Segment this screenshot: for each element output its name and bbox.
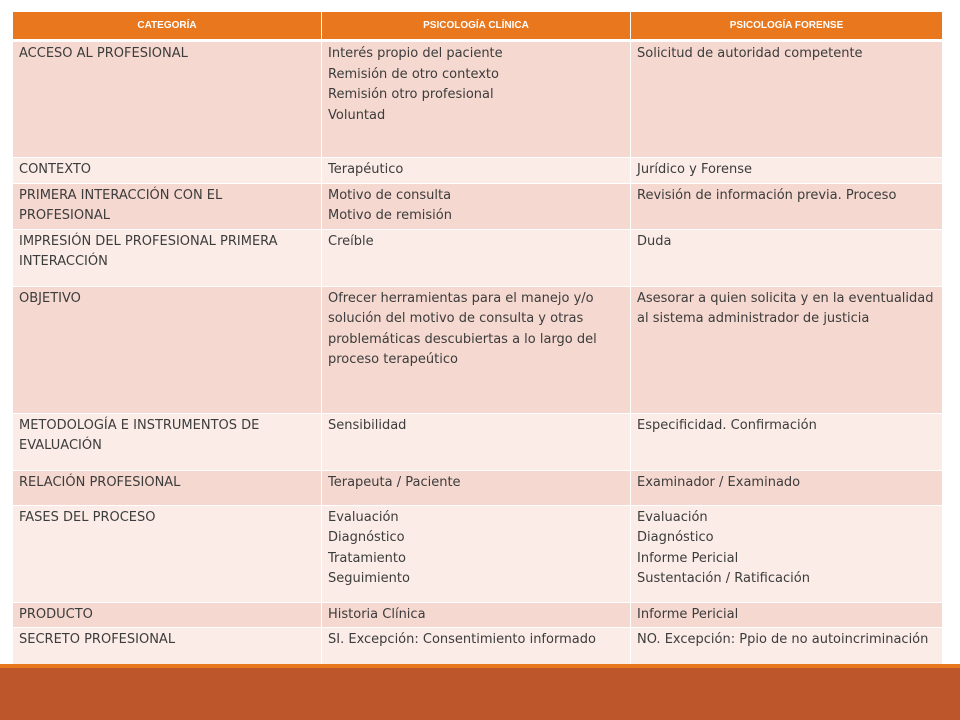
cell-line: Ofrecer herramientas para el manejo y/o solución del motivo de consulta y otras problemáticas descubiertas a lo largo del proceso terapeútico bbox=[328, 290, 597, 367]
category-cell bbox=[13, 229, 322, 286]
forensic-cell bbox=[631, 229, 943, 286]
clinical-cell bbox=[322, 183, 631, 229]
cell-line: Creíble bbox=[328, 233, 374, 249]
cell-line: SI. Excepción: Consentimiento informado bbox=[328, 632, 596, 647]
cell-line: NO. Excepción: Ppio de no autoincriminación bbox=[637, 632, 929, 647]
cell-line: PRODUCTO bbox=[19, 606, 93, 622]
forensic-cell bbox=[631, 158, 943, 184]
clinical-cell bbox=[322, 505, 631, 602]
cell-line: Terapeuta / Paciente bbox=[328, 474, 461, 490]
cell-line: Voluntad bbox=[328, 107, 386, 123]
clinical-cell bbox=[322, 602, 631, 628]
clinical-cell bbox=[322, 286, 631, 413]
forensic-cell bbox=[631, 505, 943, 602]
category-cell bbox=[13, 286, 322, 413]
table-row-relacion bbox=[13, 470, 943, 505]
table-row-primera-interaccion bbox=[13, 183, 943, 229]
clinical-cell bbox=[322, 158, 631, 184]
cell-line: Solicitud de autoridad competente bbox=[637, 46, 863, 61]
cell-line: Sensibilidad bbox=[328, 417, 407, 433]
clinical-cell bbox=[322, 41, 631, 158]
cell-line: Sustentación / Ratificación bbox=[637, 571, 810, 586]
table-row-objetivo bbox=[13, 286, 943, 413]
cell-line: Motivo de consulta bbox=[328, 187, 452, 203]
clinical-cell bbox=[322, 470, 631, 505]
comparison-table bbox=[12, 11, 943, 680]
table-row-impresion bbox=[13, 229, 943, 286]
cell-line: Evaluación bbox=[328, 509, 399, 525]
clinical-cell bbox=[322, 413, 631, 470]
cell-line: Remisión de otro contexto bbox=[328, 66, 499, 82]
category-cell bbox=[13, 470, 322, 505]
cell-line: Diagnóstico bbox=[328, 530, 405, 545]
forensic-cell bbox=[631, 41, 943, 158]
category-cell bbox=[13, 602, 322, 628]
cell-line: OBJETIVO bbox=[19, 290, 81, 306]
category-cell bbox=[13, 413, 322, 470]
footer-bar bbox=[0, 668, 960, 720]
cell-line: Tratamiento bbox=[328, 550, 406, 566]
cell-line: Interés propio del paciente bbox=[328, 46, 503, 61]
category-cell bbox=[13, 41, 322, 158]
header-psicologia-forense: PSICOLOGÍA FORENSE bbox=[631, 12, 943, 41]
table-header-row bbox=[13, 12, 943, 41]
cell-line: PRIMERA INTERACCIÓN CON EL PROFESIONAL bbox=[19, 187, 223, 223]
cell-line: Seguimiento bbox=[328, 571, 410, 586]
header-psicologia-clinica: PSICOLOGÍA CLÍNICA bbox=[322, 12, 631, 41]
cell-line: Historia Clínica bbox=[328, 606, 426, 622]
cell-line: Duda bbox=[637, 233, 672, 249]
cell-line: IMPRESIÓN DEL PROFESIONAL PRIMERA INTERACCIÓN bbox=[19, 233, 278, 269]
cell-line: Diagnóstico bbox=[637, 530, 714, 545]
cell-line: Jurídico y Forense bbox=[637, 162, 752, 177]
category-cell bbox=[13, 505, 322, 602]
cell-line: Remisión otro profesional bbox=[328, 87, 494, 102]
table-row-contexto bbox=[13, 158, 943, 184]
cell-line: Informe Pericial bbox=[637, 606, 739, 622]
forensic-cell bbox=[631, 183, 943, 229]
table-row-acceso bbox=[13, 41, 943, 158]
clinical-cell bbox=[322, 229, 631, 286]
cell-line: Evaluación bbox=[637, 509, 708, 525]
table-row-producto bbox=[13, 602, 943, 628]
header-categoria: CATEGORÍA bbox=[13, 12, 322, 41]
cell-line: Examinador / Examinado bbox=[637, 474, 801, 490]
cell-line: FASES DEL PROCESO bbox=[19, 509, 156, 525]
cell-line: Revisión de información previa. Proceso bbox=[637, 187, 897, 203]
cell-line: Terapéutico bbox=[328, 162, 404, 177]
forensic-cell bbox=[631, 413, 943, 470]
cell-line: SECRETO PROFESIONAL bbox=[19, 632, 176, 647]
forensic-cell bbox=[631, 602, 943, 628]
cell-line: Informe Pericial bbox=[637, 550, 739, 566]
table-row-metodologia bbox=[13, 413, 943, 470]
cell-line: METODOLOGÍA E INSTRUMENTOS DE EVALUACIÓN bbox=[19, 417, 260, 453]
table-row-fases bbox=[13, 505, 943, 602]
cell-line: Motivo de remisión bbox=[328, 208, 452, 223]
cell-line: Especificidad. Confirmación bbox=[637, 417, 817, 433]
category-cell bbox=[13, 158, 322, 184]
forensic-cell bbox=[631, 470, 943, 505]
cell-line: Asesorar a quien solicita y en la eventualidad al sistema administrador de justicia bbox=[637, 290, 934, 326]
category-cell bbox=[13, 183, 322, 229]
cell-line: RELACIÓN PROFESIONAL bbox=[19, 474, 181, 490]
cell-line: CONTEXTO bbox=[19, 162, 92, 177]
forensic-cell bbox=[631, 286, 943, 413]
cell-line: ACCESO AL PROFESIONAL bbox=[19, 46, 188, 61]
